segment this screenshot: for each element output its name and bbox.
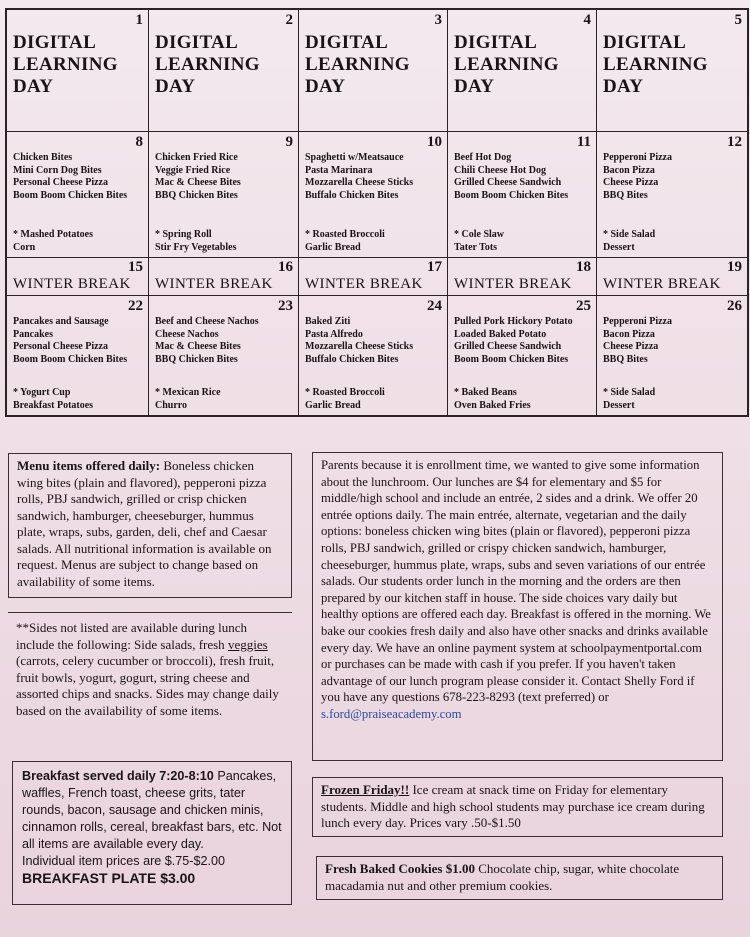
winter-break-label: WINTER BREAK — [454, 276, 572, 292]
sides-note-suffix: (carrots, celery cucumber or broccoli), fresh fruit, fruit bowls, yogurt, gogurt, string cheese and assorted chips and snacks. Sides may change daily based on the availability of some items. — [16, 653, 279, 718]
day-number: 11 — [576, 134, 591, 150]
winter-break-label: WINTER BREAK — [603, 276, 721, 292]
frozen-friday-box — [312, 777, 723, 837]
cookies-box — [316, 856, 723, 900]
menu-items-box — [8, 453, 292, 598]
side-items: * Spring Roll Stir Fry Vegetables — [155, 229, 237, 253]
menu-items-text: Boneless chicken wing bites (plain and flavored), pepperoni pizza rolls, PBJ sandwich, grilled or crisp chicken sandwich, hamburger, cheeseburger, hummus plate, wraps, subs, garden, deli, chef and Caesar salads. All nutritional information is available on request. Menus are subject to change based on availability of some items. — [17, 458, 272, 589]
cookies-text: Chocolate chip, sugar, white chocolate macadamia nut and other premium cookies. — [325, 861, 680, 893]
side-items: * Mexican Rice Churro — [155, 387, 221, 411]
calendar-day-2 — [149, 10, 299, 132]
day-number: 12 — [727, 134, 742, 150]
day-number: 26 — [727, 298, 742, 314]
day-number: 25 — [576, 298, 591, 314]
day-number: 9 — [285, 134, 293, 150]
digital-learning-day-label: DIGITAL LEARNING DAY — [155, 32, 260, 97]
breakfast-box — [12, 761, 292, 905]
day-number: 10 — [427, 134, 442, 150]
calendar-day-3 — [299, 10, 448, 132]
cookies-heading: Fresh Baked Cookies $1.00 — [325, 861, 475, 876]
day-number: 3 — [434, 12, 442, 28]
contact-email-link[interactable]: s.ford@praiseacademy.com — [321, 706, 462, 721]
winter-break-label: WINTER BREAK — [305, 276, 423, 292]
sides-note-veggies: veggies — [227, 636, 268, 652]
entree-list: Spaghetti w/Meatsauce Pasta Marinara Mozzarella Cheese Sticks Buffalo Chicken Bites — [305, 152, 414, 201]
parents-box — [312, 452, 723, 761]
day-number: 8 — [135, 134, 143, 150]
day-number: 22 — [128, 298, 143, 314]
day-number: 24 — [427, 298, 442, 314]
day-number: 17 — [427, 259, 442, 275]
menu-items-heading: Menu items offered daily: — [17, 458, 161, 473]
day-number: 16 — [278, 259, 293, 275]
calendar-day-26 — [597, 296, 747, 415]
breakfast-text: Pancakes, waffles, French toast, cheese grits, tater rounds, bacon, sausage and chicken minis, cinnamon rolls, cereal, breakfast bars, etc. Not all items are available every day. — [22, 769, 282, 851]
calendar-day-22 — [7, 296, 149, 415]
side-items: * Baked Beans Oven Baked Fries — [454, 387, 531, 411]
calendar-day-10 — [299, 132, 448, 258]
day-number: 23 — [278, 298, 293, 314]
breakfast-heading: Breakfast served daily 7:20-8:10 — [22, 769, 214, 783]
digital-learning-day-label: DIGITAL LEARNING DAY — [603, 32, 708, 97]
side-items: * Side Salad Dessert — [603, 229, 656, 253]
entree-list: Pepperoni Pizza Bacon Pizza Cheese Pizza BBQ Bites — [603, 152, 672, 201]
calendar-day-17 — [299, 258, 448, 296]
side-items: * Cole Slaw Tater Tots — [454, 229, 504, 253]
calendar-day-15 — [7, 258, 149, 296]
side-items: * Yogurt Cup Breakfast Potatoes — [13, 387, 94, 411]
calendar-day-24 — [299, 296, 448, 415]
side-items: * Side Salad Dessert — [603, 387, 656, 411]
entree-list: Chicken Fried Rice Veggie Fried Rice Mac & Cheese Bites BBQ Chicken Bites — [155, 152, 241, 201]
entree-list: Chicken Bites Mini Corn Dog Bites Personal Cheese Pizza Boom Boom Chicken Bites — [13, 152, 128, 201]
day-number: 19 — [727, 259, 742, 275]
lunch-calendar — [5, 8, 749, 417]
winter-break-label: WINTER BREAK — [13, 276, 131, 292]
calendar-day-1 — [7, 10, 149, 132]
breakfast-prices: Individual item prices are $.75-$2.00 — [22, 854, 226, 868]
winter-break-label: WINTER BREAK — [155, 276, 273, 292]
calendar-day-8 — [7, 132, 149, 258]
calendar-day-9 — [149, 132, 299, 258]
day-number: 18 — [576, 259, 591, 275]
side-items: * Roasted Broccoli Garlic Bread — [305, 229, 385, 253]
calendar-day-18 — [448, 258, 597, 296]
entree-list: Beef Hot Dog Chili Cheese Hot Dog Grilled Cheese Sandwich Boom Boom Chicken Bites — [454, 152, 569, 201]
entree-list: Baked Ziti Pasta Alfredo Mozzarella Cheese Sticks Buffalo Chicken Bites — [305, 316, 414, 365]
calendar-day-16 — [149, 258, 299, 296]
calendar-day-11 — [448, 132, 597, 258]
entree-list: Pepperoni Pizza Bacon Pizza Cheese Pizza BBQ Bites — [603, 316, 672, 365]
day-number: 5 — [734, 12, 742, 28]
parents-text: Parents because it is enrollment time, we wanted to give some information about the lunchroom. Our lunches are $4 for elementary and $5 for middle/high school and include an entrée, 2 sides and a drink. We offer 20 entrée options daily. The main entrée, alternate, vegetarian and the daily options: boneless chicken wing bites (plain or flavored), pepperoni pizza rolls, PBJ sandwich, grilled or crispy chicken sandwich, hamburger, cheeseburger, hummus plate, wraps, subs and seven variations of our entrée salads. Our students order lunch in the morning and the orders are then prepared by our kitchen staff in house. The side choices vary daily but healthy options are offered each day. Breakfast is offered in the morning. We bake our cookies fresh daily and also have other snacks and drinks available every day. We have an online payment system at schoolpaymentportal.com or purchases can be made with cash if you prefer. If you haven't taken advantage of our lunch program please consider it. Contact Shelly Ford if you have any questions 678-223-8293 (text preferred) or — [321, 458, 711, 705]
day-number: 15 — [128, 259, 143, 275]
sides-note-prefix: **Sides not listed are available during lunch include the following: Side salads, fresh — [16, 620, 248, 652]
calendar-day-25 — [448, 296, 597, 415]
day-number: 4 — [583, 12, 591, 28]
day-number: 2 — [285, 12, 293, 28]
frozen-friday-heading: Frozen Friday!! — [321, 782, 410, 797]
digital-learning-day-label: DIGITAL LEARNING DAY — [13, 32, 118, 97]
entree-list: Beef and Cheese Nachos Cheese Nachos Mac & Cheese Bites BBQ Chicken Bites — [155, 316, 259, 365]
calendar-day-4 — [448, 10, 597, 132]
sides-note — [8, 616, 292, 744]
digital-learning-day-label: DIGITAL LEARNING DAY — [305, 32, 410, 97]
breakfast-plate: BREAKFAST PLATE $3.00 — [22, 870, 196, 886]
entree-list: Pulled Pork Hickory Potato Loaded Baked Potato Grilled Cheese Sandwich Boom Boom Chicken Bites — [454, 316, 573, 365]
frozen-friday-text: Ice cream at snack time on Friday for elementary students. Middle and high school students may purchase ice cream during lunch every day. Prices vary .50-$1.50 — [321, 782, 705, 830]
side-items: * Mashed Potatoes Corn — [13, 229, 93, 253]
sides-divider — [8, 612, 292, 613]
calendar-day-19 — [597, 258, 747, 296]
calendar-day-5 — [597, 10, 747, 132]
calendar-day-23 — [149, 296, 299, 415]
calendar-day-12 — [597, 132, 747, 258]
digital-learning-day-label: DIGITAL LEARNING DAY — [454, 32, 559, 97]
side-items: * Roasted Broccoli Garlic Bread — [305, 387, 385, 411]
entree-list: Pancakes and Sausage Pancakes Personal Cheese Pizza Boom Boom Chicken Bites — [13, 316, 128, 365]
day-number: 1 — [135, 12, 143, 28]
